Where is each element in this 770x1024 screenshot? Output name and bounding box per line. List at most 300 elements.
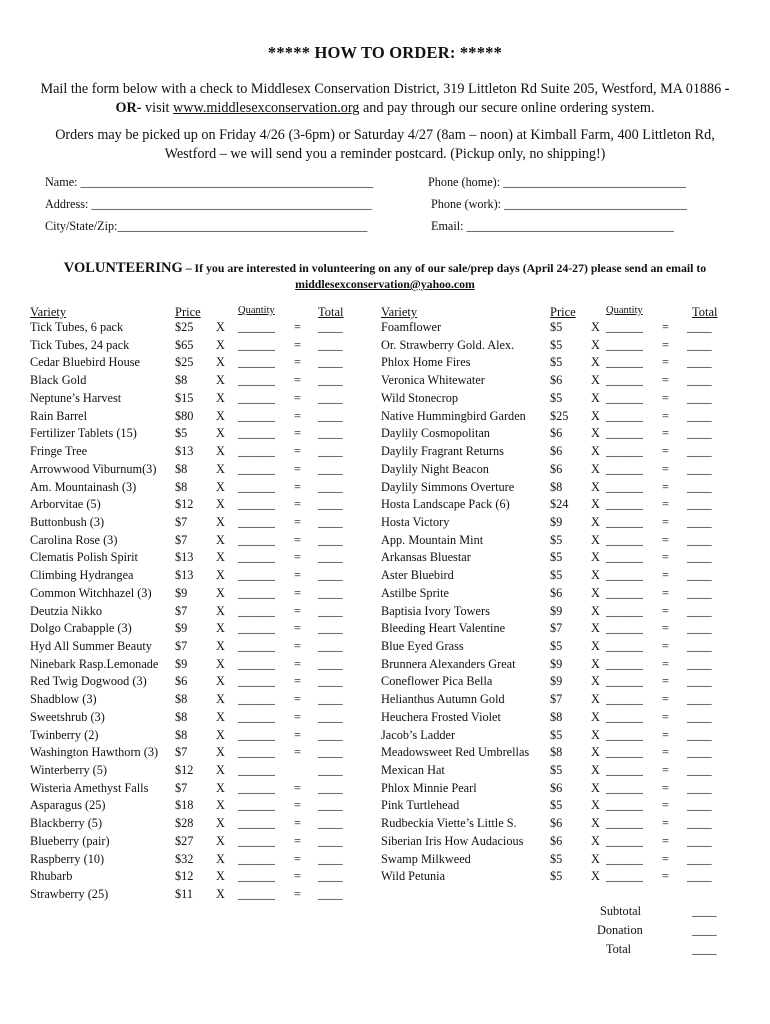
times-sign: X [591, 337, 600, 352]
item-price: $32 [175, 851, 194, 866]
total-blank[interactable]: ____ [687, 337, 712, 352]
quantity-blank[interactable]: ______ [238, 373, 275, 388]
total-blank[interactable]: ____ [318, 763, 343, 777]
quantity-blank[interactable]: ______ [606, 780, 643, 795]
item-price: $5 [550, 639, 563, 653]
item-price: $6 [550, 444, 563, 458]
item-name: Arborvitae (5) [30, 497, 101, 512]
item-name: Mexican Hat [381, 763, 445, 777]
order-row [0, 391, 770, 408]
equals-sign: = [294, 532, 301, 547]
total-blank[interactable]: ____ [318, 373, 343, 388]
summary-total-blank[interactable]: ____ [692, 942, 717, 956]
total-blank[interactable]: ____ [318, 550, 343, 565]
equals-sign: = [662, 709, 669, 724]
total-blank[interactable]: ____ [318, 497, 343, 512]
item-price: $13 [175, 568, 194, 583]
quantity-blank[interactable]: ______ [238, 727, 275, 742]
times-sign: X [591, 798, 600, 813]
quantity-blank[interactable]: ______ [606, 709, 643, 724]
item-price: $8 [175, 727, 188, 742]
item-price: $25 [175, 320, 194, 334]
times-sign: X [591, 692, 600, 707]
times-sign: X [216, 550, 225, 565]
quantity-blank[interactable]: ______ [606, 337, 643, 352]
times-sign: X [591, 408, 600, 423]
equals-sign: = [294, 780, 301, 795]
equals-sign: = [662, 816, 669, 831]
total-blank[interactable]: ____ [687, 639, 712, 653]
item-name: Daylily Night Beacon [381, 461, 489, 476]
total-blank[interactable]: ____ [318, 674, 343, 689]
item-price: $25 [550, 408, 569, 423]
right-variety-header: Variety [381, 305, 418, 319]
quantity-blank[interactable]: ______ [606, 763, 643, 777]
order-row [0, 869, 770, 886]
quantity-blank[interactable]: ______ [606, 585, 643, 600]
item-name: Or. Strawberry Gold. Alex. [381, 337, 515, 352]
item-name: Climbing Hydrangea [30, 568, 134, 583]
item-price: $5 [550, 320, 563, 334]
item-price: $7 [175, 745, 188, 760]
equals-sign: = [294, 337, 301, 352]
quantity-blank[interactable]: ______ [238, 568, 275, 583]
times-sign: X [216, 621, 225, 636]
volunteering-heading: VOLUNTEERING [63, 260, 183, 276]
total-blank[interactable]: ____ [318, 745, 343, 760]
equals-sign: = [662, 745, 669, 760]
quantity-blank[interactable]: ______ [606, 497, 643, 512]
times-sign: X [216, 816, 225, 831]
quantity-blank[interactable]: ______ [606, 869, 643, 884]
total-blank[interactable]: ____ [318, 621, 343, 636]
quantity-blank[interactable]: ______ [606, 479, 643, 494]
quantity-blank[interactable]: ______ [606, 373, 643, 388]
visit-text: visit [145, 100, 170, 116]
item-name: Wisteria Amethyst Falls [30, 780, 149, 795]
equals-sign: = [294, 390, 301, 405]
item-price: $9 [550, 514, 563, 529]
total-blank[interactable]: ____ [687, 621, 712, 636]
times-sign: X [591, 444, 600, 458]
item-price: $6 [550, 585, 563, 600]
quantity-blank[interactable]: ______ [238, 692, 275, 707]
total-blank[interactable]: ____ [318, 514, 343, 529]
item-name: Raspberry (10) [30, 851, 105, 866]
quantity-blank[interactable]: ______ [238, 780, 275, 795]
quantity-blank[interactable]: ______ [238, 390, 275, 405]
equals-sign: = [662, 390, 669, 405]
total-blank[interactable]: ____ [318, 532, 343, 547]
volunteering-email-link[interactable]: middlesexconservation@yahoo.com [295, 277, 475, 291]
total-blank[interactable]: ____ [687, 692, 712, 707]
total-blank[interactable]: ____ [318, 887, 343, 901]
item-price: $5 [550, 851, 563, 866]
quantity-blank[interactable]: ______ [238, 763, 275, 777]
quantity-blank[interactable]: ______ [238, 833, 275, 848]
quantity-blank[interactable]: ______ [238, 745, 275, 760]
equals-sign: = [662, 373, 669, 388]
quantity-blank[interactable]: ______ [238, 337, 275, 352]
quantity-blank[interactable]: ______ [238, 603, 275, 618]
quantity-blank[interactable]: ______ [238, 585, 275, 600]
total-blank[interactable]: ____ [318, 568, 343, 583]
order-row [0, 887, 770, 904]
item-name: Blueberry (pair) [30, 833, 110, 848]
times-sign: X [591, 585, 600, 600]
quantity-blank[interactable]: ______ [606, 444, 643, 458]
item-price: $9 [175, 585, 188, 600]
times-sign: X [216, 780, 225, 795]
summary-subtotal-label: Subtotal [600, 904, 641, 918]
equals-sign: = [662, 320, 669, 334]
item-price: $11 [175, 887, 193, 901]
times-sign: X [216, 390, 225, 405]
item-name: Daylily Simmons Overture [381, 479, 515, 494]
item-name: Tick Tubes, 6 pack [30, 320, 124, 334]
item-name: Native Hummingbird Garden [381, 408, 526, 423]
quantity-blank[interactable]: ______ [606, 603, 643, 618]
total-blank[interactable]: ____ [318, 426, 343, 441]
left-variety-header: Variety [30, 305, 67, 319]
equals-sign: = [294, 798, 301, 813]
total-blank[interactable]: ____ [318, 444, 343, 458]
phone-home-field[interactable]: Phone (home): ______________________________ [428, 175, 686, 189]
times-sign: X [591, 816, 600, 831]
times-sign: X [216, 745, 225, 760]
quantity-blank[interactable]: ______ [606, 408, 643, 423]
quantity-blank[interactable]: ______ [606, 550, 643, 565]
equals-sign: = [662, 408, 669, 423]
total-blank[interactable]: ____ [687, 745, 712, 760]
item-name: Pink Turtlehead [381, 798, 460, 813]
total-blank[interactable]: ____ [687, 320, 712, 334]
quantity-blank[interactable]: ______ [238, 656, 275, 671]
equals-sign: = [662, 833, 669, 848]
equals-sign: = [662, 639, 669, 653]
item-name: Washington Hawthorn (3) [30, 745, 159, 760]
quantity-blank[interactable]: ______ [238, 639, 275, 653]
item-name: App. Mountain Mint [381, 532, 484, 547]
equals-sign: = [662, 550, 669, 565]
item-price: $6 [550, 833, 563, 848]
item-price: $8 [175, 373, 188, 388]
equals-sign: = [662, 444, 669, 458]
total-blank[interactable]: ____ [687, 709, 712, 724]
total-blank[interactable]: ____ [318, 727, 343, 742]
or-text: -OR- [115, 81, 730, 116]
item-price: $8 [175, 461, 188, 476]
total-blank[interactable]: ____ [318, 585, 343, 600]
total-blank[interactable]: ____ [687, 426, 712, 441]
item-price: $15 [175, 390, 194, 405]
name-field[interactable]: Name: ________________________________________________ [45, 175, 374, 189]
total-blank[interactable]: ____ [687, 656, 712, 671]
equals-sign: = [662, 532, 669, 547]
total-blank[interactable]: ____ [687, 674, 712, 689]
total-blank[interactable]: ____ [687, 798, 712, 813]
total-blank[interactable]: ____ [687, 444, 712, 458]
left-price-header: Price [175, 305, 201, 319]
quantity-blank[interactable]: ______ [238, 709, 275, 724]
quantity-blank[interactable]: ______ [606, 426, 643, 441]
city-state-zip-field[interactable]: City/State/Zip:_________________________________________ [45, 219, 368, 233]
total-blank[interactable]: ____ [687, 780, 712, 795]
total-blank[interactable]: ____ [318, 780, 343, 795]
total-blank[interactable]: ____ [687, 585, 712, 600]
times-sign: X [591, 373, 600, 388]
total-blank[interactable]: ____ [318, 479, 343, 494]
quantity-blank[interactable]: ______ [606, 639, 643, 653]
times-sign: X [216, 408, 225, 423]
quantity-blank[interactable]: ______ [238, 479, 275, 494]
total-blank[interactable]: ____ [687, 514, 712, 529]
order-row [0, 674, 770, 691]
equals-sign: = [662, 656, 669, 671]
total-blank[interactable]: ____ [687, 816, 712, 831]
quantity-blank[interactable]: ______ [606, 320, 643, 334]
item-name: Fertilizer Tablets (15) [30, 426, 137, 441]
quantity-blank[interactable]: ______ [238, 355, 275, 370]
times-sign: X [216, 709, 225, 724]
phone-work-field[interactable]: Phone (work): ______________________________ [431, 197, 687, 211]
quantity-blank[interactable]: ______ [606, 461, 643, 476]
item-price: $5 [550, 798, 563, 813]
total-blank[interactable]: ____ [318, 816, 343, 831]
quantity-blank[interactable]: ______ [238, 816, 275, 831]
total-blank[interactable]: ____ [318, 461, 343, 476]
quantity-blank[interactable]: ______ [238, 621, 275, 636]
equals-sign: = [662, 851, 669, 866]
order-row [0, 816, 770, 833]
right-total-header: Total [692, 305, 718, 319]
order-row [0, 462, 770, 479]
times-sign: X [591, 514, 600, 529]
quantity-blank[interactable]: ______ [606, 851, 643, 866]
volunteering-text: – If you are interested in volunteering on any of our sale/prep days (April 24-27) please send an email to [185, 261, 707, 275]
equals-sign: = [294, 816, 301, 831]
item-name: Black Gold [30, 373, 87, 388]
total-blank[interactable]: ____ [318, 639, 343, 653]
total-blank[interactable]: ____ [687, 869, 712, 884]
order-row [0, 373, 770, 390]
equals-sign: = [294, 869, 301, 884]
email-field[interactable]: Email: __________________________________ [431, 219, 674, 233]
order-row [0, 533, 770, 550]
equals-sign: = [294, 833, 301, 848]
total-blank[interactable]: ____ [318, 692, 343, 707]
total-blank[interactable]: ____ [318, 869, 343, 884]
times-sign: X [216, 727, 225, 742]
equals-sign: = [294, 851, 301, 866]
quantity-blank[interactable]: ______ [238, 426, 275, 441]
times-sign: X [216, 532, 225, 547]
total-blank[interactable]: ____ [687, 851, 712, 866]
equals-sign: = [294, 656, 301, 671]
total-blank[interactable]: ____ [318, 709, 343, 724]
order-row [0, 745, 770, 762]
order-row [0, 710, 770, 727]
quantity-blank[interactable]: ______ [238, 798, 275, 813]
equals-sign: = [294, 692, 301, 707]
website-link[interactable]: www.middlesexconservation.org [173, 100, 360, 116]
times-sign: X [216, 497, 225, 512]
quantity-blank[interactable]: ______ [606, 355, 643, 370]
total-blank[interactable]: ____ [318, 851, 343, 866]
times-sign: X [591, 745, 600, 760]
quantity-blank[interactable]: ______ [238, 887, 275, 901]
times-sign: X [591, 621, 600, 636]
item-price: $7 [175, 514, 188, 529]
equals-sign: = [294, 355, 301, 370]
times-sign: X [591, 355, 600, 370]
total-blank[interactable]: ____ [687, 390, 712, 405]
total-blank[interactable]: ____ [318, 408, 343, 423]
quantity-blank[interactable]: ______ [606, 621, 643, 636]
equals-sign: = [294, 373, 301, 388]
quantity-blank[interactable]: ______ [606, 390, 643, 405]
times-sign: X [591, 461, 600, 476]
item-name: Baptisia Ivory Towers [381, 603, 490, 618]
times-sign: X [216, 373, 225, 388]
total-blank[interactable]: ____ [687, 532, 712, 547]
times-sign: X [591, 320, 600, 334]
quantity-blank[interactable]: ______ [606, 514, 643, 529]
total-blank[interactable]: ____ [318, 656, 343, 671]
summary-subtotal-blank[interactable]: ____ [692, 904, 717, 918]
equals-sign: = [662, 355, 669, 370]
total-blank[interactable]: ____ [687, 603, 712, 618]
item-name: Heuchera Frosted Violet [381, 709, 501, 724]
total-blank[interactable]: ____ [687, 497, 712, 512]
total-blank[interactable]: ____ [687, 833, 712, 848]
quantity-blank[interactable]: ______ [238, 514, 275, 529]
quantity-blank[interactable]: ______ [238, 674, 275, 689]
times-sign: X [216, 479, 225, 494]
quantity-blank[interactable]: ______ [606, 816, 643, 831]
item-name: Jacob’s Ladder [381, 727, 456, 742]
quantity-blank[interactable]: ______ [238, 444, 275, 458]
item-name: Neptune’s Harvest [30, 390, 122, 405]
quantity-blank[interactable]: ______ [606, 532, 643, 547]
order-row [0, 604, 770, 621]
item-price: $5 [550, 532, 563, 547]
item-price: $5 [550, 869, 563, 884]
item-name: Clematis Polish Spirit [30, 550, 138, 565]
times-sign: X [216, 603, 225, 618]
item-price: $25 [175, 355, 194, 370]
total-blank[interactable]: ____ [318, 390, 343, 405]
quantity-blank[interactable]: ______ [606, 833, 643, 848]
order-row [0, 515, 770, 532]
order-row [0, 692, 770, 709]
item-name: Hosta Landscape Pack (6) [381, 497, 510, 512]
quantity-blank[interactable]: ______ [606, 692, 643, 707]
right-quantity-header: Quantity [606, 305, 643, 316]
order-row [0, 338, 770, 355]
quantity-blank[interactable]: ______ [238, 408, 275, 423]
item-name: Wild Petunia [381, 869, 446, 884]
times-sign: X [216, 851, 225, 866]
total-blank[interactable]: ____ [318, 337, 343, 352]
total-blank[interactable]: ____ [687, 568, 712, 583]
total-blank[interactable]: ____ [318, 320, 343, 334]
quantity-blank[interactable]: ______ [238, 497, 275, 512]
total-blank[interactable]: ____ [687, 355, 712, 370]
total-blank[interactable]: ____ [318, 833, 343, 848]
total-blank[interactable]: ____ [318, 355, 343, 370]
total-blank[interactable]: ____ [687, 373, 712, 388]
item-price: $28 [175, 816, 194, 831]
online-text: and pay through our secure online ordering system. [362, 100, 655, 116]
item-price: $8 [175, 692, 188, 707]
equals-sign: = [662, 461, 669, 476]
quantity-blank[interactable]: ______ [606, 568, 643, 583]
quantity-blank[interactable]: ______ [606, 656, 643, 671]
quantity-blank[interactable]: ______ [606, 745, 643, 760]
quantity-blank[interactable]: ______ [606, 674, 643, 689]
item-price: $5 [550, 390, 563, 405]
item-name: Carolina Rose (3) [30, 532, 118, 547]
quantity-blank[interactable]: ______ [606, 798, 643, 813]
item-name: Deutzia Nikko [30, 603, 103, 618]
item-price: $9 [175, 656, 188, 671]
item-name: Hosta Victory [381, 514, 450, 529]
quantity-blank[interactable]: ______ [238, 869, 275, 884]
total-blank[interactable]: ____ [687, 550, 712, 565]
equals-sign: = [294, 320, 301, 334]
total-blank[interactable]: ____ [687, 461, 712, 476]
equals-sign: = [294, 550, 301, 565]
order-row [0, 639, 770, 656]
equals-sign: = [294, 461, 301, 476]
total-blank[interactable]: ____ [687, 763, 712, 777]
equals-sign: = [294, 497, 301, 512]
times-sign: X [216, 337, 225, 352]
item-price: $8 [175, 479, 188, 494]
address-field[interactable]: Address: ______________________________________________ [45, 197, 372, 211]
quantity-blank[interactable]: ______ [606, 727, 643, 742]
item-name: Am. Mountainash (3) [30, 479, 137, 494]
total-blank[interactable]: ____ [687, 727, 712, 742]
quantity-blank[interactable]: ______ [238, 461, 275, 476]
equals-sign: = [294, 585, 301, 600]
total-blank[interactable]: ____ [318, 798, 343, 813]
item-price: $7 [175, 780, 188, 795]
quantity-blank[interactable]: ______ [238, 851, 275, 866]
quantity-blank[interactable]: ______ [238, 532, 275, 547]
times-sign: X [591, 656, 600, 671]
total-blank[interactable]: ____ [318, 603, 343, 618]
item-price: $6 [550, 426, 563, 441]
summary-donation-blank[interactable]: ____ [692, 923, 717, 937]
total-blank[interactable]: ____ [687, 479, 712, 494]
times-sign: X [216, 833, 225, 848]
item-price: $8 [175, 709, 188, 724]
order-row [0, 444, 770, 461]
times-sign: X [591, 869, 600, 884]
item-price: $12 [175, 497, 194, 512]
times-sign: X [216, 869, 225, 884]
item-price: $5 [550, 727, 563, 742]
item-price: $9 [175, 621, 188, 636]
item-name: Red Twig Dogwood (3) [30, 674, 147, 689]
total-blank[interactable]: ____ [687, 408, 712, 423]
quantity-blank[interactable]: ______ [238, 320, 275, 334]
times-sign: X [591, 639, 600, 653]
summary-total-label: Total [606, 942, 632, 956]
quantity-blank[interactable]: ______ [238, 550, 275, 565]
